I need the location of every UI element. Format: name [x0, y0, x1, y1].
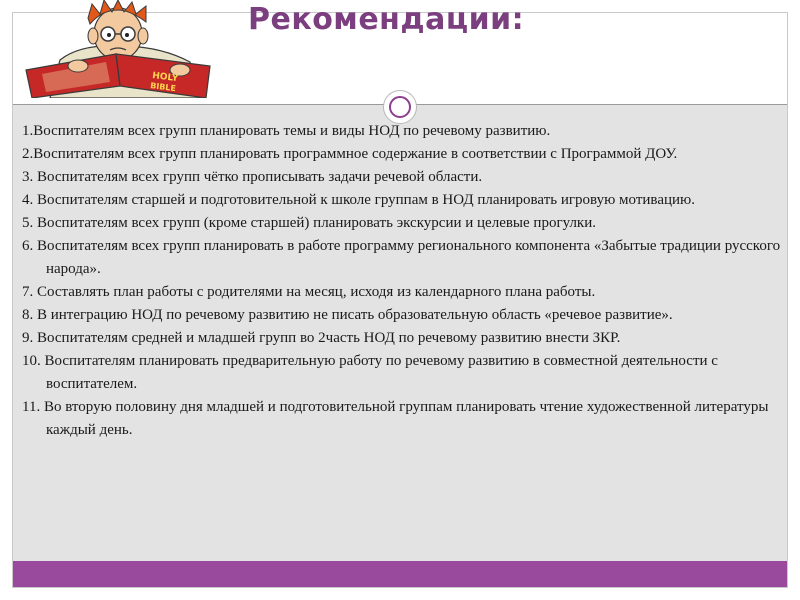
- book-text-line-1: HOLY: [151, 71, 179, 85]
- list-item: 2.Воспитателям всех групп планировать программное содержание в соответствии с Программой ДОУ.: [22, 146, 678, 162]
- divider-circle-inner: [389, 96, 411, 118]
- man-reading-bible-icon: [20, 0, 220, 98]
- book-text-line-2: BIBLE: [149, 81, 177, 94]
- list-item: 1.Воспитателям всех групп планировать темы и виды НОД по речевому развитию.: [22, 123, 551, 139]
- slide-title: Рекомендации:: [248, 2, 525, 37]
- recommendations-list: [22, 120, 782, 550]
- list-item: 6. Воспитателям всех групп планировать в работе программу регионального компонента «Забытые традиции русского народа».: [22, 238, 781, 277]
- list-item: 7. Составлять план работы с родителями на месяц, исходя из календарного плана работы.: [22, 284, 596, 300]
- list-item: 11. Во вторую половину дня младшей и подготовительной группам планировать чтение художественной литературы каждый день.: [22, 399, 769, 438]
- list-item: 4. Воспитателям старшей и подготовительной к школе группам в НОД планировать игровую мотивацию.: [22, 192, 695, 208]
- list-item: 5. Воспитателям всех групп (кроме старшей) планировать экскурсии и целевые прогулки.: [22, 215, 596, 231]
- list-item: 8. В интеграцию НОД по речевому развитию не писать образовательную область «речевое развитие».: [22, 307, 673, 323]
- footer-accent-bar: [13, 561, 787, 587]
- list-item: 10. Воспитателям планировать предварительную работу по речевому развитию в совместной деятельности с воспитателем.: [22, 353, 718, 392]
- divider-circle-ornament: [383, 90, 417, 124]
- list-item: 9. Воспитателям средней и младшей групп во 2часть НОД по речевому развитию внести ЗКР.: [22, 330, 621, 346]
- list-item: 3. Воспитателям всех групп чётко прописывать задачи речевой области.: [22, 169, 483, 185]
